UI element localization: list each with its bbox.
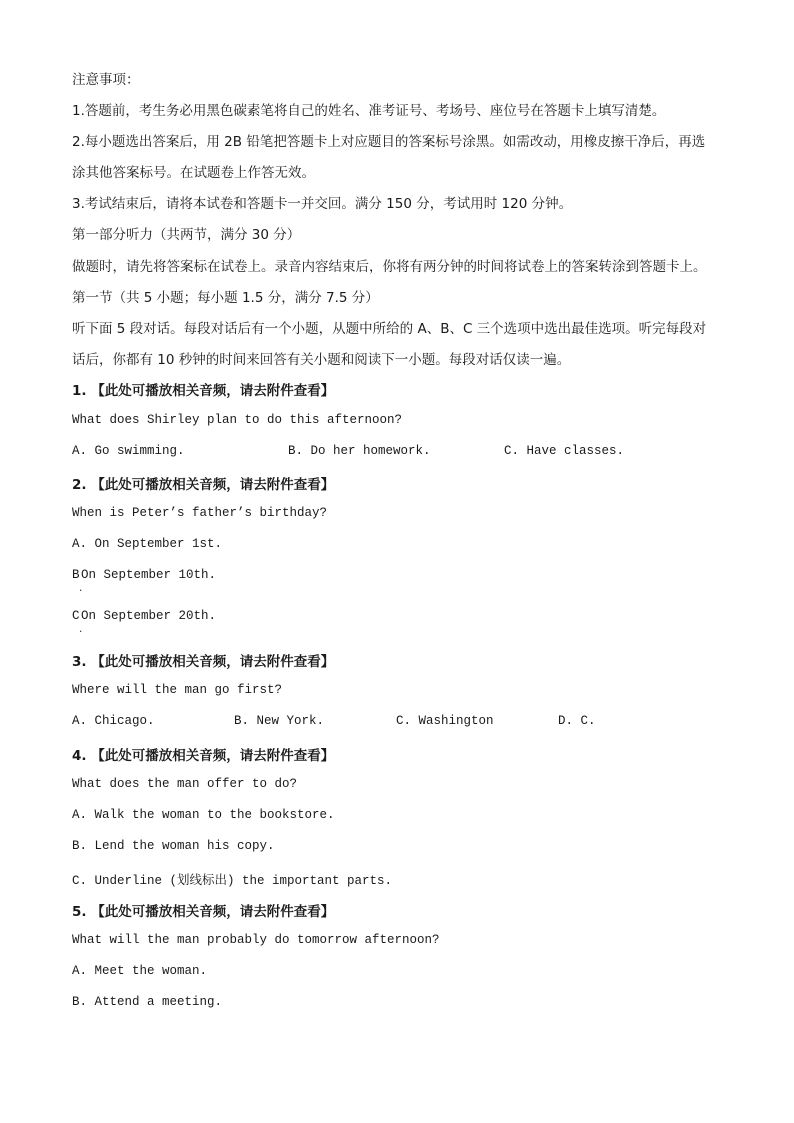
question-1-option-a: A. Go swimming. — [72, 444, 185, 458]
notice-line-2b: 涂其他答案标号。在试题卷上作答无效。 — [72, 165, 315, 181]
question-2-prompt: When is Peter’s father’s birthday? — [72, 506, 328, 520]
question-3-option-a: A. Chicago. — [72, 714, 155, 728]
section1-desc-a: 听下面 5 段对话。每段对话后有一个小题，从题中所给的 A、B、C 三个选项中选出最佳选项。听完每段对 — [72, 321, 707, 337]
question-2-option-b-dot: . — [78, 584, 84, 594]
question-4-header: 4. 【此处可播放相关音频，请去附件查看】 — [72, 748, 335, 764]
question-1-option-b: B. Do her homework. — [288, 444, 431, 458]
question-1-option-c: C. Have classes. — [504, 444, 625, 458]
section1-desc-b: 话后，你都有 10 秒钟的时间来回答有关小题和阅读下一小题。每段对话仅读一遍。 — [72, 352, 571, 368]
notice-line-1: 1.答题前，考生务必用黑色碳素笔将自己的姓名、准考证号、考场号、座位号在答题卡上填写清楚。 — [72, 103, 666, 119]
question-5-option-a: A. Meet the woman. — [72, 964, 208, 978]
question-4-prompt: What does the man offer to do? — [72, 777, 298, 791]
question-1-prompt: What does Shirley plan to do this afternoon? — [72, 413, 403, 427]
question-2-option-c: On September 20th. — [81, 609, 217, 623]
question-2-header: 2. 【此处可播放相关音频，请去附件查看】 — [72, 477, 335, 493]
notice-line-2a: 2.每小题选出答案后，用 2B 铅笔把答题卡上对应题目的答案标号涂黑。如需改动，用橡皮擦干净后，再选 — [72, 134, 706, 150]
question-2-option-a: A. On September 1st. — [72, 537, 223, 551]
question-1-header: 1. 【此处可播放相关音频，请去附件查看】 — [72, 383, 335, 399]
question-3-option-b: B. New York. — [234, 714, 325, 728]
question-2-option-b: On September 10th. — [81, 568, 217, 582]
question-3-prompt: Where will the man go first? — [72, 683, 283, 697]
question-4-option-c: C. Underline (划线标出) the important parts. — [72, 874, 393, 888]
notice-line-3: 3.考试结束后，请将本试卷和答题卡一并交回。满分 150 分，考试用时 120 分钟。 — [72, 196, 573, 212]
question-5-header: 5. 【此处可播放相关音频，请去附件查看】 — [72, 904, 335, 920]
part1-title: 第一部分听力（共两节，满分 30 分） — [72, 227, 301, 243]
notice-title: 注意事项： — [72, 72, 140, 88]
question-2-option-c-letter: C — [72, 609, 80, 623]
question-3-option-c: C. Washington — [396, 714, 494, 728]
question-5-prompt: What will the man probably do tomorrow afternoon? — [72, 933, 440, 947]
question-5-option-b: B. Attend a meeting. — [72, 995, 223, 1009]
part1-instruction: 做题时，请先将答案标在试卷上。录音内容结束后，你将有两分钟的时间将试卷上的答案转涂到答题卡上。 — [72, 259, 707, 275]
question-4-option-a: A. Walk the woman to the bookstore. — [72, 808, 335, 822]
question-4-option-b: B. Lend the woman his copy. — [72, 839, 275, 853]
question-2-option-b-letter: B — [72, 568, 80, 582]
question-3-header: 3. 【此处可播放相关音频，请去附件查看】 — [72, 654, 335, 670]
section1-title: 第一节（共 5 小题；每小题 1.5 分，满分 7.5 分） — [72, 290, 379, 306]
question-2-option-c-dot: . — [78, 625, 84, 635]
question-3-option-d: D. C. — [558, 714, 596, 728]
